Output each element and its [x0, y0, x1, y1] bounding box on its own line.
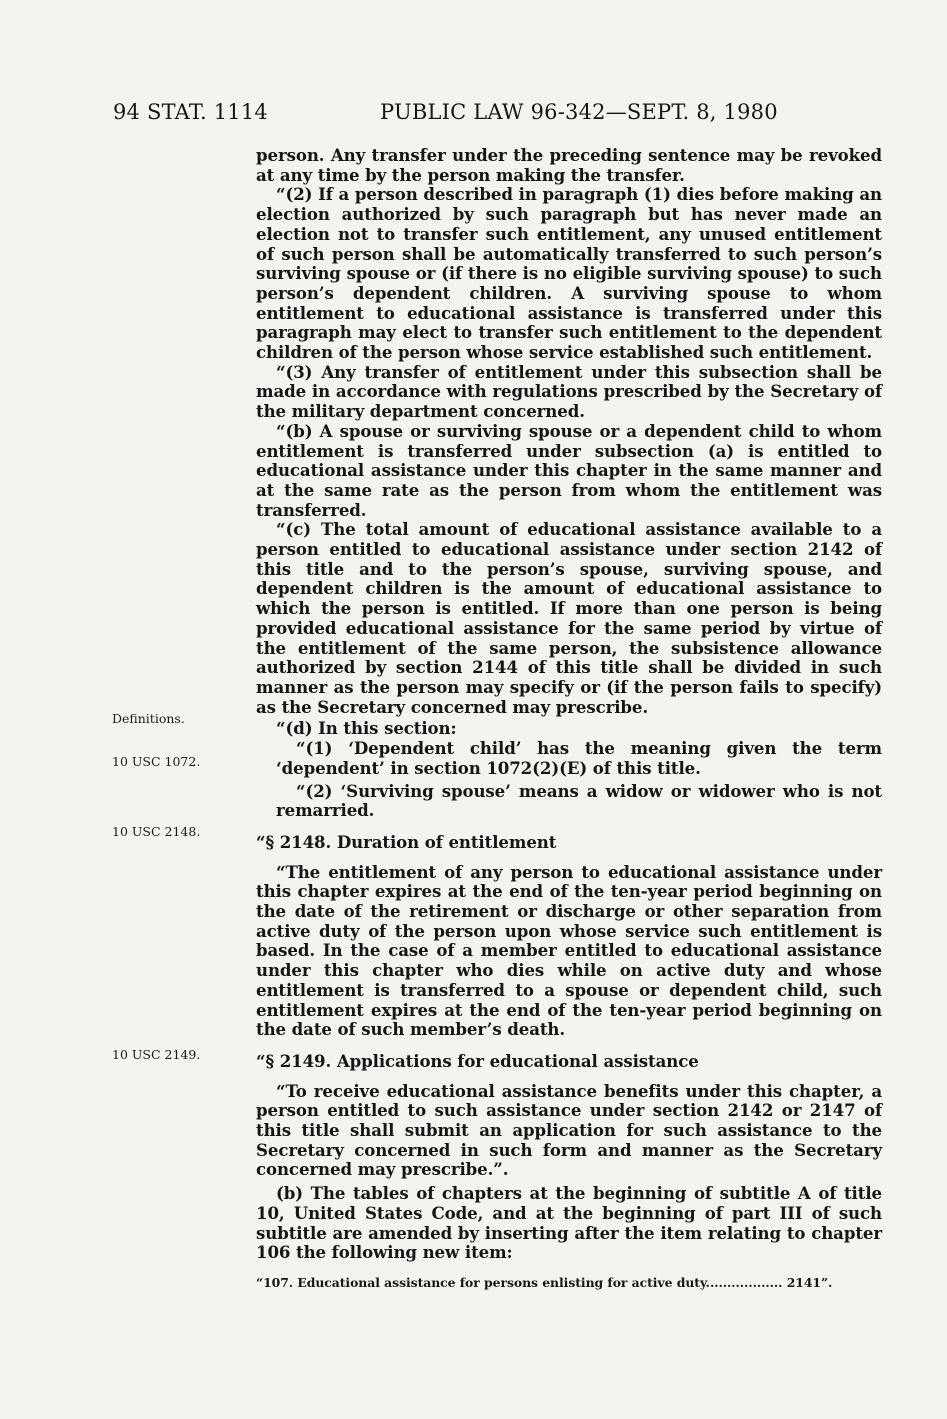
page-header — [0, 100, 947, 132]
table-of-chapters-item: “107. Educational assistance for persons enlisting for active duty.................. 2141”. — [256, 1274, 833, 1290]
page-law-title: PUBLIC LAW 96-342—SEPT. 8, 1980 — [380, 100, 778, 124]
margin-note-definitions: Definitions. — [112, 711, 185, 726]
paragraph-d2: “(2) ‘Surviving spouse’ means a widow or widower who is not remarried. — [276, 780, 882, 821]
paragraph-d: “(d) In this section: — [276, 718, 457, 739]
margin-note-usc-1072: 10 USC 1072. — [112, 754, 201, 769]
paragraph-b: “(b) A spouse or surviving spouse or a dependent child to whom entitlement is transferred under subsection (a) is entitled to educational assistance under this chapter in the same manner and at the same rate as the person from whom the entitlement was transferred. — [256, 420, 882, 520]
paragraph-d1: “(1) ‘Dependent child’ has the meaning given the term ‘dependent’ in section 1072(2)(E) of this title. — [276, 738, 882, 778]
paragraph-a2: “(2) If a person described in paragraph (1) dies before making an election authorized by such paragraph but has never made an election not to transfer such entitlement, any unused entitlement of such person shall be automatically transferred to such person’s surviving spouse or (if there is no eligible surviving spouse) to such person’s dependent children. A surviving spouse to whom entitlement to educational assistance is transferred under this paragraph may elect to transfer such entitlement to the dependent children of the person whose service established such entitlement. — [256, 184, 882, 363]
section-heading-2149: “§ 2149. Applications for educational assistance — [256, 1050, 699, 1071]
paragraph-c: “(c) The total amount of educational assistance available to a person entitled to educational assistance under section 2142 of this title and to the person’s spouse, surviving spouse, and dependent children is the amount of educational assistance to which the person is entitled. If more than one person is being provided educational assistance for the same period by virtue of the entitlement of the same person, the subsistence allowance authorized by section 2144 of this title shall be divided in such manner as the person may specify or (if the person fails to specify) as the Secretary concerned may prescribe. — [256, 519, 882, 717]
paragraph-a3: “(3) Any transfer of entitlement under this subsection shall be made in accordance with regulations prescribed by the Secretary of the military department concerned. — [256, 361, 882, 422]
law-body-text — [256, 146, 882, 1291]
paragraph-transfer-revocation: person. Any transfer under the preceding sentence may be revoked at any time by the person making the transfer. — [256, 145, 882, 185]
margin-note-usc-2148: 10 USC 2148. — [112, 824, 201, 839]
page-stat-number: 94 STAT. 1114 — [113, 100, 268, 124]
margin-note-usc-2149: 10 USC 2149. — [112, 1047, 201, 1062]
paragraph-2148: “The entitlement of any person to educational assistance under this chapter expires at the end of the ten-year period beginning on the date of the retirement or discharge or other separation from active duty of the person upon whose service such entitlement is based. In the case of a member entitled to educational assistance under this chapter who dies while on active duty and whose entitlement is transferred to a spouse or dependent child, such entitlement expires at the end of the ten-year period beginning on the date of such member’s death. — [256, 861, 882, 1040]
paragraph-amendment-b: (b) The tables of chapters at the beginning of subtitle A of title 10, United States Code, and at the beginning of part III of such subtitle are amended by inserting after the item relating to chapter 106 the following new item: — [256, 1183, 882, 1263]
section-heading-2148: “§ 2148. Duration of entitlement — [256, 831, 557, 852]
paragraph-2149: “To receive educational assistance benefits under this chapter, a person entitled to such assistance under section 2142 or 2147 of this title shall submit an application for such assistance to the Secretary concerned in such form and manner as the Secretary concerned may prescribe.”. — [256, 1080, 882, 1180]
